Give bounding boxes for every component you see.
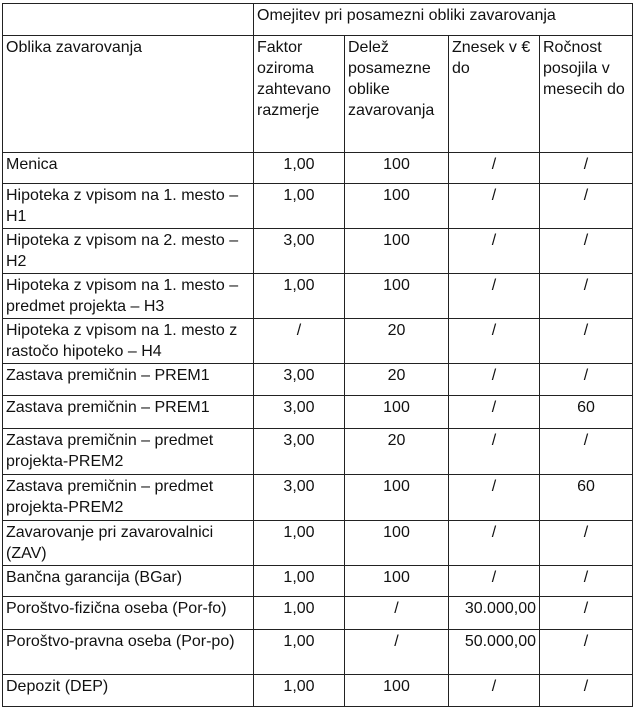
table-row [3, 274, 633, 319]
cell-factor: 3,00 [254, 475, 345, 521]
cell-insurance-form: Zastava premičnin – PREM1 [3, 396, 254, 429]
cell-maturity: / [540, 521, 633, 566]
cell-maturity: / [540, 153, 633, 184]
cell-amount: / [449, 319, 540, 364]
cell-share: / [345, 630, 449, 675]
cell-share: 100 [345, 274, 449, 319]
cell-maturity: / [540, 429, 633, 475]
cell-amount: / [449, 566, 540, 597]
group-header: Omejitev pri posamezni obliki zavarovanja [254, 4, 633, 36]
cell-share: 100 [345, 153, 449, 184]
cell-maturity: / [540, 184, 633, 229]
cell-amount: / [449, 184, 540, 229]
header-amount: Znesek v € do [449, 36, 540, 153]
cell-insurance-form: Menica [3, 153, 254, 184]
table-row [3, 229, 633, 274]
cell-insurance-form: Poroštvo-pravna oseba (Por-po) [3, 630, 254, 675]
cell-insurance-form: Zastava premičnin – predmet projekta-PREM2 [3, 475, 254, 521]
table-row [3, 153, 633, 184]
cell-amount: / [449, 521, 540, 566]
cell-amount: / [449, 229, 540, 274]
cell-share: 100 [345, 396, 449, 429]
cell-amount: / [449, 429, 540, 475]
cell-share: 20 [345, 429, 449, 475]
cell-amount: / [449, 475, 540, 521]
cell-amount: 50.000,00 [449, 630, 540, 675]
table-row [3, 429, 633, 475]
table-row [3, 319, 633, 364]
cell-share: 20 [345, 364, 449, 396]
column-header-row [3, 36, 633, 153]
empty-corner-cell [3, 4, 254, 36]
cell-factor: 1,00 [254, 675, 345, 707]
cell-amount: / [449, 153, 540, 184]
cell-amount: / [449, 675, 540, 707]
cell-amount: / [449, 364, 540, 396]
cell-share: / [345, 597, 449, 630]
cell-maturity: / [540, 630, 633, 675]
table-row [3, 675, 633, 707]
group-header-row [3, 4, 633, 36]
insurance-limits-table [2, 3, 633, 707]
cell-maturity: / [540, 274, 633, 319]
cell-insurance-form: Zastava premičnin – predmet projekta-PREM2 [3, 429, 254, 475]
cell-maturity: / [540, 675, 633, 707]
cell-factor: 1,00 [254, 521, 345, 566]
cell-factor: 3,00 [254, 429, 345, 475]
cell-factor: 1,00 [254, 153, 345, 184]
cell-maturity: 60 [540, 396, 633, 429]
table-row [3, 521, 633, 566]
cell-insurance-form: Hipoteka z vpisom na 1. mesto z rastočo hipoteko – H4 [3, 319, 254, 364]
table-row [3, 597, 633, 630]
cell-share: 100 [345, 184, 449, 229]
cell-factor: 1,00 [254, 184, 345, 229]
cell-factor: 1,00 [254, 597, 345, 630]
cell-factor: / [254, 319, 345, 364]
table-row [3, 475, 633, 521]
cell-factor: 1,00 [254, 630, 345, 675]
cell-maturity: 60 [540, 475, 633, 521]
table-row [3, 396, 633, 429]
cell-share: 100 [345, 475, 449, 521]
cell-insurance-form: Poroštvo-fizična oseba (Por-fo) [3, 597, 254, 630]
cell-insurance-form: Zastava premičnin – PREM1 [3, 364, 254, 396]
cell-insurance-form: Bančna garancija (BGar) [3, 566, 254, 597]
cell-insurance-form: Hipoteka z vpisom na 1. mesto – H1 [3, 184, 254, 229]
cell-maturity: / [540, 597, 633, 630]
cell-insurance-form: Hipoteka z vpisom na 1. mesto – predmet projekta – H3 [3, 274, 254, 319]
cell-amount: / [449, 396, 540, 429]
cell-share: 100 [345, 566, 449, 597]
cell-insurance-form: Depozit (DEP) [3, 675, 254, 707]
cell-insurance-form: Hipoteka z vpisom na 2. mesto – H2 [3, 229, 254, 274]
cell-insurance-form: Zavarovanje pri zavarovalnici (ZAV) [3, 521, 254, 566]
cell-share: 100 [345, 521, 449, 566]
cell-share: 100 [345, 229, 449, 274]
cell-share: 20 [345, 319, 449, 364]
cell-maturity: / [540, 364, 633, 396]
cell-factor: 3,00 [254, 396, 345, 429]
cell-factor: 1,00 [254, 274, 345, 319]
cell-maturity: / [540, 319, 633, 364]
cell-maturity: / [540, 229, 633, 274]
cell-factor: 3,00 [254, 229, 345, 274]
cell-amount: 30.000,00 [449, 597, 540, 630]
table-row [3, 630, 633, 675]
table-body [3, 153, 633, 707]
table-row [3, 184, 633, 229]
header-insurance-form: Oblika zavarovanja [3, 36, 254, 153]
table-row [3, 566, 633, 597]
cell-factor: 1,00 [254, 566, 345, 597]
header-share: Delež posamezne oblike zavarovanja [345, 36, 449, 153]
table-row [3, 364, 633, 396]
cell-maturity: / [540, 566, 633, 597]
header-maturity: Ročnost posojila v mesecih do [540, 36, 633, 153]
cell-factor: 3,00 [254, 364, 345, 396]
cell-amount: / [449, 274, 540, 319]
cell-share: 100 [345, 675, 449, 707]
header-factor: Faktor oziroma zahtevano razmerje [254, 36, 345, 153]
